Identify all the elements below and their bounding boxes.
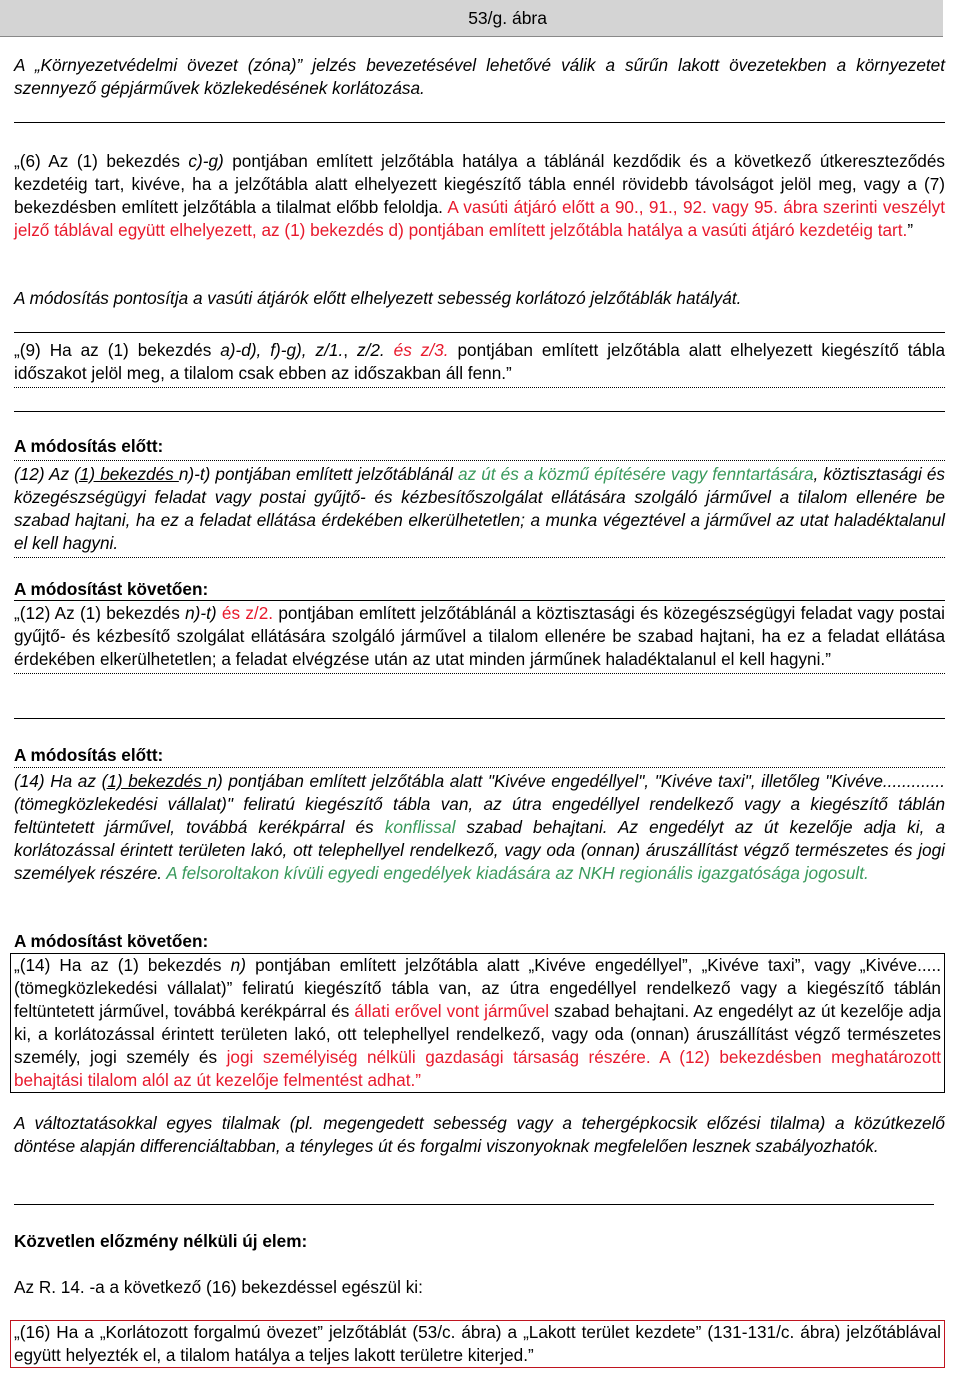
new-element-heading: Közvetlen előzmény nélküli új elem: bbox=[14, 1231, 308, 1251]
new-element-intro: Az R. 14. -a a következő (16) bekezdéssel egészül ki: bbox=[14, 1277, 423, 1297]
divider-line bbox=[14, 411, 945, 412]
paragraph-9-box bbox=[14, 332, 945, 388]
before-heading-2: A módosítás előtt: bbox=[14, 745, 164, 765]
intro-paragraph: A „Környezetvédelmi övezet (zóna)” jelzés bevezetésével lehetővé válik a sűrűn lakott övezetekben a környezetet szennyező gépjárművek közlekedésének korlátozása. bbox=[14, 55, 945, 98]
divider-line bbox=[14, 718, 945, 719]
paragraph-6: „(6) Az (1) bekezdés c)-g) pontjában említett jelzőtábla hatálya a táblánál kezdődik és a következő útkereszteződés kezdetéig tart, kivéve, ha a jelzőtábla alatt elhelyezett kiegészítő tábla ennél rövidebb távolságot jelöl meg, vagy a (7) bekezdésben említett jelzőtábla a tilalmat előbb feloldja. A vasúti átjáró előtt a 90., 91., 92. vagy 95. ábra szerinti veszélyt jelző táblával együtt elhelyezett, az (1) bekezdés d) pontjában említett jelzőtábla hatálya a vasúti átjáró kezdetéig tart.” bbox=[14, 151, 945, 240]
after-14-box bbox=[10, 953, 945, 1093]
before-paragraph-12: (12) Az (1) bekezdés n)-t) pontjában említett jelzőtáblánál az út és a közmű építésére vagy fenntartására, köztisztasági és közegészségügyi feladat vagy postai gyűjtő- és kézbesítőszolgálat ellátására szolgáló járművel a tilalom ellenére be szabad hajtani, ha ez a feladat ellátása érdekében elkerülhetetlen; a munka végeztével a járművel az utat haladéktalanul el kell hagyni. bbox=[14, 464, 945, 553]
figure-header-bar bbox=[0, 0, 943, 37]
after-paragraph-14: „(14) Ha az (1) bekezdés n) pontjában említett jelzőtábla alatt „Kivéve engedéllyel”, „Kivéve taxi”, vagy „Kivéve.....(tömegközlekedési vállalat)” feliratú kiegészítő tábla van, az útra engedéllyel rendelkező vagy a kiegészítő táblán feltüntetett járművel, továbbá kerékpárral és állati erővel vont járművel szabad behajtani. Az engedélyt az út kezelője adja ki, a korlátozással érintett területen lakó, ott telephellyel rendelkező, vagy oda (onnan) áruszállítást végző természetes személy, jogi személy és jogi személyiség nélküli gazdasági társaság részére. A (12) bekezdésben meghatározott behajtási tilalom alól az út kezelője felmentést adhat.” bbox=[14, 955, 942, 1090]
divider-line bbox=[14, 122, 945, 123]
before-12-box bbox=[14, 460, 945, 558]
after-heading-1: A módosítást követően: bbox=[14, 579, 209, 599]
paragraph-16: „(16) Ha a „Korlátozott forgalmú övezet” jelzőtáblát (53/c. ábra) a „Lakott terület kezdete” (131-131/c. ábra) jelzőtáblával együtt helyezték el, a tilalom hatálya a teljes lakott területre kiterjed.” bbox=[14, 1322, 941, 1365]
before-heading-1: A módosítás előtt: bbox=[14, 436, 164, 456]
figure-label: 53/g. ábra bbox=[468, 8, 547, 28]
paragraph-9: „(9) Ha az (1) bekezdés a)-d), f)-g), z/1., z/2. és z/3. pontjában említett jelzőtábla alatt elhelyezett kiegészítő tábla időszakot jelöl meg, a tilalom csak ebben az időszakban áll fenn.” bbox=[14, 340, 946, 383]
note-paragraph-6: A módosítás pontosítja a vasúti átjárók előtt elhelyezett sebesség korlátozó jelzőtáblák hatályát. bbox=[14, 288, 742, 308]
after-heading-2: A módosítást követően: bbox=[14, 931, 209, 951]
divider-line bbox=[14, 1204, 934, 1205]
note-paragraph-14: A változtatásokkal egyes tilalmak (pl. megengedett sebesség vagy a tehergépkocsik előzési tilalma) a közútkezelő döntése alapján differenciáltabban, a tényleges út és forgalmi viszonyoknak megfelelően lesznek szabályozhatók. bbox=[14, 1113, 945, 1156]
before-paragraph-14: (14) Ha az (1) bekezdés n) pontjában említett jelzőtábla alatt "Kivéve engedéllyel", "Kivéve taxi", illetőleg "Kivéve............. (tömegközlekedési vállalat)" feliratú kiegészítő tábla van, az útra engedéllyel rendelkező vagy a kiegészítő táblán feltüntetett járművel, továbbá kerékpárral és konflissal szabad behajtani. Az engedélyt az út kezelője adja ki, a korlátozással érintett területen lakó, ott telephellyel rendelkező, vagy oda (onnan) áruszállítást végző természetes és jogi személyek részére. A felsoroltakon kívüli egyedi engedélyek kiadására az NKH regionális igazgatósága jogosult. bbox=[14, 771, 946, 883]
paragraph-16-box bbox=[10, 1320, 945, 1368]
before-14-box bbox=[14, 767, 945, 887]
after-paragraph-12: „(12) Az (1) bekezdés n)-t) és z/2. pontjában említett jelzőtáblánál a köztisztasági és közegészségügyi feladat vagy postai gyűjtő- és kézbesítő szolgálat ellátására szolgáló járművel a tilalom ellenére be szabad hajtani, ha ez a feladat ellátása érdekében elkerülhetetlen; a feladat elvégzése után az utat minden járműnek haladéktalanul el kell hagyni.” bbox=[14, 603, 945, 669]
after-12-box bbox=[14, 600, 945, 674]
